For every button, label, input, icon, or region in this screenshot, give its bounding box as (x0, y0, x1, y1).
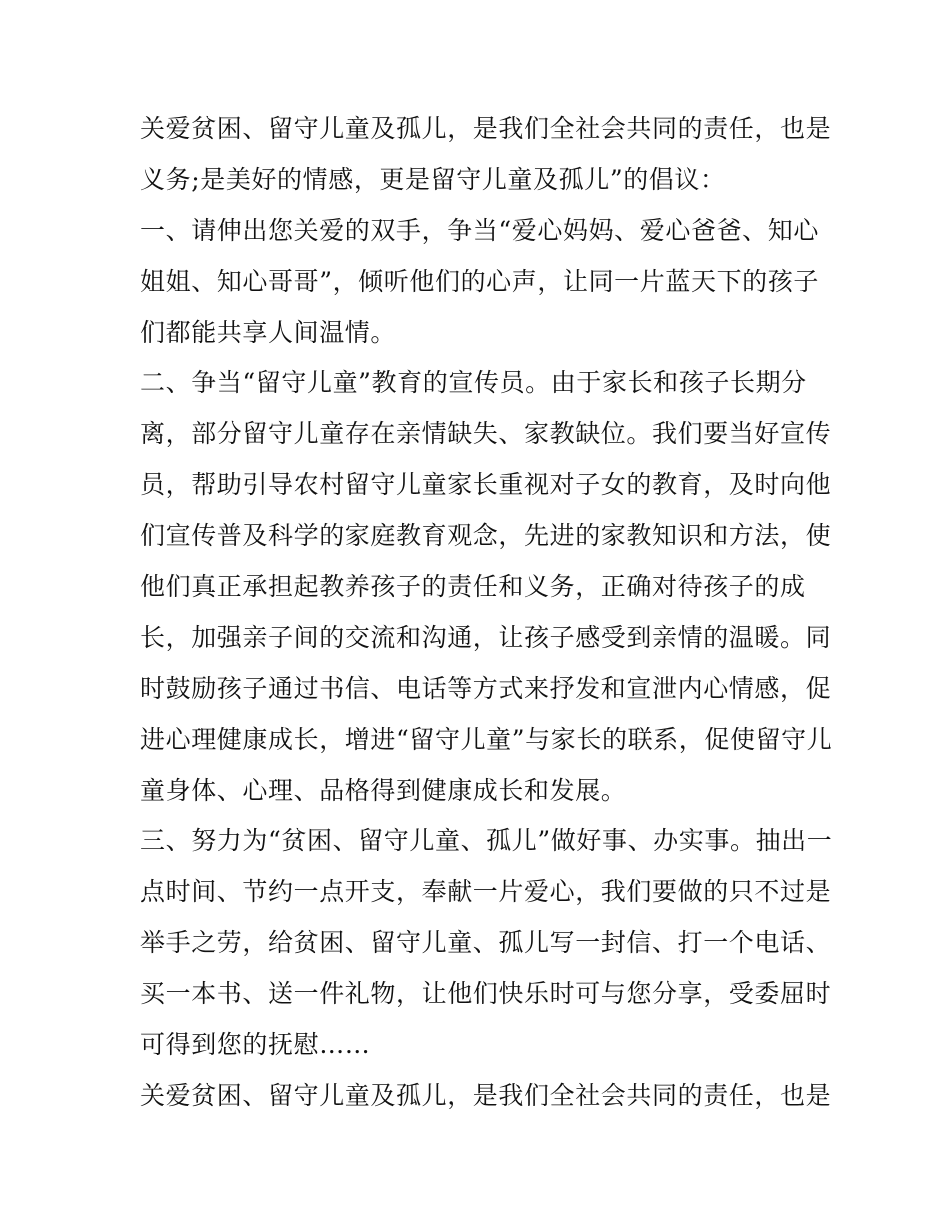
text-line: 姐姐、知心哥哥”，倾听他们的心声，让同一片蓝天下的孩子 (140, 266, 819, 296)
text-line: 关爱贫困、留守儿童及孤儿，是我们全社会共同的责任，也是 (140, 1080, 832, 1110)
text-line: 可得到您的抚慰…… (140, 1030, 371, 1060)
text-line: 员，帮助引导农村留守儿童家长重视对子女的教育，及时向他 (140, 470, 832, 500)
document-body (140, 104, 833, 1122)
text-line: 时鼓励孩子通过书信、电话等方式来抒发和宣泄内心情感，促 (140, 673, 832, 703)
text-line: 点时间、节约一点开支，奉献一片爱心，我们要做的只不过是 (140, 877, 832, 907)
text-line: 们宣传普及科学的家庭教育观念，先进的家教知识和方法，使 (140, 521, 832, 551)
text-line: 们都能共享人间温情。 (140, 317, 397, 347)
text-line: 长，加强亲子间的交流和沟通，让孩子感受到亲情的温暖。同 (140, 622, 832, 652)
text-line: 一、请伸出您关爱的双手，争当“爱心妈妈、爱心爸爸、知心 (140, 215, 819, 245)
text-line: 童身体、心理、品格得到健康成长和发展。 (140, 775, 627, 805)
text-line: 关爱贫困、留守儿童及孤儿，是我们全社会共同的责任，也是 (140, 114, 832, 143)
text-line: 举手之劳，给贫困、留守儿童、孤儿写一封信、打一个电话、 (140, 928, 832, 958)
text-line: 他们真正承担起教养孩子的责任和义务，正确对待孩子的成 (140, 572, 806, 602)
text-line: 离，部分留守儿童存在亲情缺失、家教缺位。我们要当好宣传 (140, 419, 832, 449)
text-line: 义务;是美好的情感，更是留守儿童及孤儿”的倡议： (140, 164, 726, 194)
text-line: 三、努力为“贫困、留守儿童、孤儿”做好事、办实事。抽出一 (140, 826, 833, 856)
text-line: 买一本书、送一件礼物，让他们快乐时可与您分享，受委屈时 (140, 979, 832, 1009)
text-line: 二、争当“留守儿童”教育的宣传员。由于家长和孩子长期分 (140, 368, 807, 398)
text-line: 进心理健康成长，增进“留守儿童”与家长的联系，促使留守儿 (140, 724, 833, 754)
